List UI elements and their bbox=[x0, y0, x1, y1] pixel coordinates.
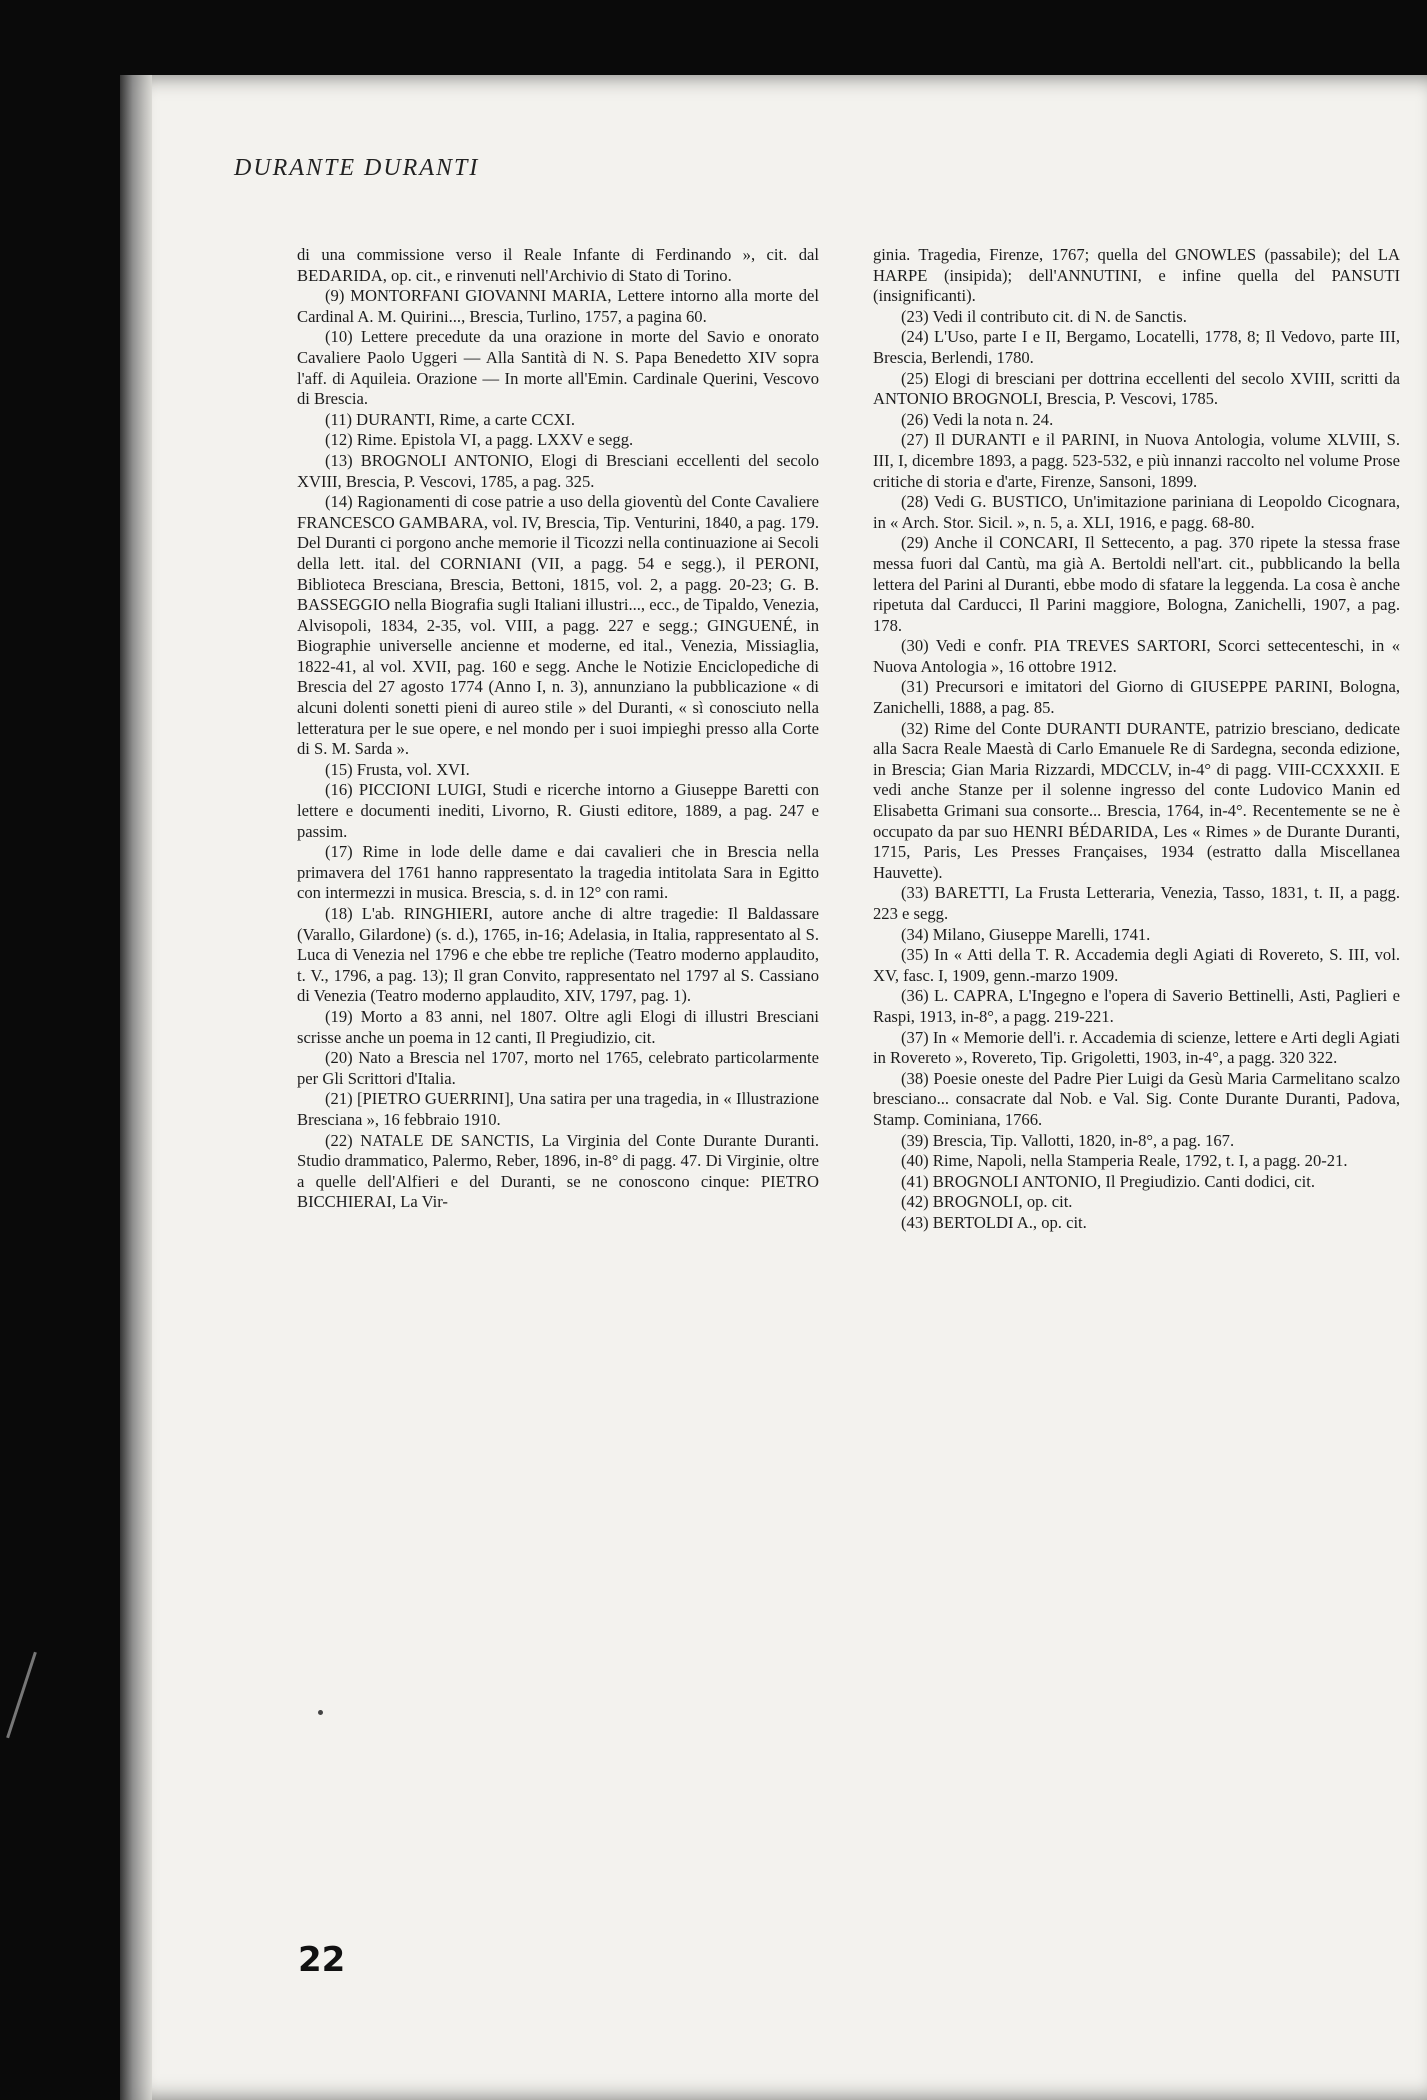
notes-right-column bbox=[873, 245, 1400, 1234]
footnote-paragraph: (27) Il DURANTI e il PARINI, in Nuova Antologia, volume XLVIII, S. III, I, dicembre 1893, a pagg. 523-532, e più innanzi raccolto nel volume Prose critiche di storia e d'arte, Firenze, Sansoni, 1899. bbox=[873, 430, 1400, 491]
footnote-paragraph: (9) MONTORFANI GIOVANNI MARIA, Lettere intorno alla morte del Cardinal A. M. Quirini..., Brescia, Turlino, 1757, a pagina 60. bbox=[297, 286, 819, 326]
footnote-paragraph: (28) Vedi G. BUSTICO, Un'imitazione pariniana di Leopoldo Cicognara, in « Arch. Stor. Sicil. », n. 5, a. XLI, 1916, e pagg. 68-80. bbox=[873, 492, 1400, 532]
footnote-paragraph: (16) PICCIONI LUIGI, Studi e ricerche intorno a Giuseppe Baretti con lettere e documenti inediti, Livorno, R. Giusti editore, 1889, a pag. 247 e passim. bbox=[297, 780, 819, 841]
page-spine-shadow bbox=[120, 75, 152, 2100]
notes-left-column bbox=[297, 245, 819, 1213]
footnote-paragraph: (39) Brescia, Tip. Vallotti, 1820, in-8°, a pag. 167. bbox=[901, 1130, 1235, 1150]
page-number: 22 bbox=[298, 1940, 346, 1980]
footnote-paragraph: (19) Morto a 83 anni, nel 1807. Oltre agli Elogi di illustri Bresciani scrisse anche un poema in 12 canti, Il Pregiudizio, cit. bbox=[297, 1006, 819, 1047]
footnote-paragraph: (26) Vedi la nota n. 24. bbox=[901, 409, 1054, 429]
footnote-paragraph: ginia. Tragedia, Firenze, 1767; quella del GNOWLES (passabile); del LA HARPE (insipida); dell'ANNUTINI, e infine quella del PANSUTI (insignificanti). bbox=[873, 245, 1400, 306]
footnote-paragraph: (13) BROGNOLI ANTONIO, Elogi di Bresciani eccellenti del secolo XVIII, Brescia, P. Vescovi, 1785, a pag. 325. bbox=[297, 450, 819, 491]
footnote-paragraph: (43) BERTOLDI A., op. cit. bbox=[901, 1212, 1087, 1232]
footnote-paragraph: (40) Rime, Napoli, nella Stamperia Reale, 1792, t. I, a pagg. 20-21. bbox=[901, 1151, 1348, 1171]
footnote-paragraph: (21) [PIETRO GUERRINI], Una satira per una tragedia, in « Illustrazione Bresciana », 16 febbraio 1910. bbox=[297, 1089, 819, 1129]
footnote-paragraph: (22) NATALE DE SANCTIS, La Virginia del Conte Durante Duranti. Studio drammatico, Palermo, Reber, 1896, in-8° di pagg. 47. Di Virginie, oltre a quelle dell'Alfieri e del Duranti, se ne conoscono cinque: PIETRO BICCHIERAI, La Vir- bbox=[297, 1130, 819, 1212]
footnote-paragraph: (32) Rime del Conte DURANTI DURANTE, patrizio bresciano, dedicate alla Sacra Reale Maestà di Carlo Emanuele Re di Sardegna, seconda edizione, in Brescia; Gian Maria Rizzardi, MDCCLV, in-4° di pagg. VIII-CCXXXII. E vedi anche Stanze per il solenne ingresso del conte Ludovico Manin ed Elisabetta Grimani sua consorte... Brescia, 1764, in-4°. Recentemente se ne è occupato da par suo HENRI BÉDARIDA, Les « Rimes » de Durante Duranti, 1715, Paris, Les Presses Françaises, 1934 (estratto dalla Miscellanea Hauvette). bbox=[873, 718, 1400, 882]
footnote-paragraph: (15) Frusta, vol. XVI. bbox=[325, 759, 470, 779]
footnote-paragraph: (35) In « Atti della T. R. Accademia degli Agiati di Rovereto, S. III, vol. XV, fasc. I, 1909, genn.-marzo 1909. bbox=[873, 945, 1400, 985]
footnote-paragraph: (14) Ragionamenti di cose patrie a uso della gioventù del Conte Cavaliere FRANCESCO GAMBARA, vol. IV, Brescia, Tip. Venturini, 1840, a pag. 179. Del Duranti ci porgono anche memorie il Ticozzi nella continuazione ai Secoli della lett. ital. del CORNIANI (VII, a pagg. 54 e segg.), il PERONI, Biblioteca Bresciana, Brescia, Bettoni, 1815, vol. 2, a pagg. 20-23; G. B. BASSEGGIO nella Biografia sugli Italiani illustri..., ecc., de Tipaldo, Venezia, Alvisopoli, 1834, 2-35, vol. VIII, a pagg. 227 e segg.; GINGUENÉ, in Biographie universelle ancienne et moderne, ed ital., Venezia, Missiaglia, 1822-41, al vol. XVII, pag. 160 e segg. Anche le Notizie Enciclopediche di Brescia del 27 agosto 1774 (Anno I, n. 3), annunziano la pubblicazione « di alcuni dolenti sonetti pieni di aureo stile » del Duranti, « sì conosciuto nella letteratura per le sue opere, e nel mondo per i suoi impieghi presso alla Corte di S. M. Sarda ». bbox=[297, 492, 819, 759]
footnote-paragraph: (17) Rime in lode delle dame e dai cavalieri che in Brescia nella primavera del 1761 hanno rappresentato la tragedia intitolata Sara in Egitto con intermezzi in musica. Brescia, s. d. in 12° con rami. bbox=[297, 842, 819, 903]
footnote-paragraph: di una commissione verso il Reale Infante di Ferdinando », cit. dal BEDARIDA, op. cit., e rinvenuti nell'Archivio di Stato di Torino. bbox=[297, 245, 819, 285]
footnote-paragraph: (20) Nato a Brescia nel 1707, morto nel 1765, celebrato particolarmente per Gli Scrittori d'Italia. bbox=[297, 1048, 819, 1088]
footnote-paragraph: (33) BARETTI, La Frusta Letteraria, Venezia, Tasso, 1831, t. II, a pagg. 223 e segg. bbox=[873, 883, 1400, 923]
footnote-paragraph: (25) Elogi di bresciani per dottrina eccellenti del secolo XVIII, scritti da ANTONIO BROGNOLI, Brescia, P. Vescovi, 1785. bbox=[873, 368, 1400, 409]
footnote-paragraph: (11) DURANTI, Rime, a carte CCXI. bbox=[325, 409, 576, 429]
footnote-paragraph: (38) Poesie oneste del Padre Pier Luigi da Gesù Maria Carmelitano scalzo bresciano... consacrate dal Nob. e Val. Sig. Conte Durante Duranti, Padova, Stamp. Cominiana, 1766. bbox=[873, 1068, 1400, 1129]
footnote-paragraph: (31) Precursori e imitatori del Giorno di GIUSEPPE PARINI, Bologna, Zanichelli, 1888, a pag. 85. bbox=[873, 677, 1400, 718]
footnote-paragraph: (30) Vedi e confr. PIA TREVES SARTORI, Scorci settecenteschi, in « Nuova Antologia », 16 ottobre 1912. bbox=[873, 636, 1400, 676]
footnote-paragraph: (36) L. CAPRA, L'Ingegno e l'opera di Saverio Bettinelli, Asti, Paglieri e Raspi, 1913, in-8°, a pagg. 219-221. bbox=[873, 986, 1400, 1026]
footnote-paragraph: (24) L'Uso, parte I e II, Bergamo, Locatelli, 1778, 8; Il Vedovo, parte III, Brescia, Berlendi, 1780. bbox=[873, 327, 1400, 367]
footnote-paragraph: (10) Lettere precedute da una orazione in morte del Savio e onorato Cavaliere Paolo Uggeri — Alla Santità di N. S. Papa Benedetto XIV sopra l'aff. di Aquileia. Orazione — In morte all'Emin. Cardinale Querini, Vescovo di Brescia. bbox=[297, 327, 819, 409]
footnote-paragraph: (37) In « Memorie dell'i. r. Accademia di scienze, lettere e Arti degli Agiati in Rovereto », Rovereto, Tip. Grigoletti, 1903, in-4°, a pagg. 320 322. bbox=[873, 1027, 1400, 1068]
footnote-paragraph: (34) Milano, Giuseppe Marelli, 1741. bbox=[901, 924, 1151, 944]
footnote-paragraph: (23) Vedi il contributo cit. di N. de Sanctis. bbox=[901, 306, 1187, 326]
footnote-paragraph: (42) BROGNOLI, op. cit. bbox=[901, 1192, 1073, 1212]
scan-artifact-dot bbox=[318, 1710, 323, 1715]
footnote-paragraph: (41) BROGNOLI ANTONIO, Il Pregiudizio. Canti dodici, cit. bbox=[901, 1171, 1316, 1191]
running-header: DURANTE DURANTI bbox=[234, 155, 480, 181]
footnote-paragraph: (18) L'ab. RINGHIERI, autore anche di altre tragedie: Il Baldassare (Varallo, Gilardone) (s. d.), 1765, in-16; Adelasia, in Italia, rappresentato al S. Luca di Venezia nel 1796 e che ebbe tre repliche (Teatro moderno applaudito, t. V., 1796, a pag. 13); Il gran Convito, rappresentato nel 1797 al S. Cassiano di Venezia (Teatro moderno applaudito, XIV, 1797, pag. 1). bbox=[297, 904, 819, 1006]
footnote-paragraph: (12) Rime. Epistola VI, a pagg. LXXV e segg. bbox=[325, 430, 634, 450]
footnote-paragraph: (29) Anche il CONCARI, Il Settecento, a pag. 370 ripete la stessa frase messa fuori dal Cantù, ma già A. Bertoldi nell'art. cit., pubblicando la bella lettera del Parini al Duranti, ebbe modo di sfatare la leggenda. La cosa è anche ripetuta dal Carducci, Il Parini maggiore, Bologna, Zanichelli, 1907, a pag. 178. bbox=[873, 533, 1400, 635]
